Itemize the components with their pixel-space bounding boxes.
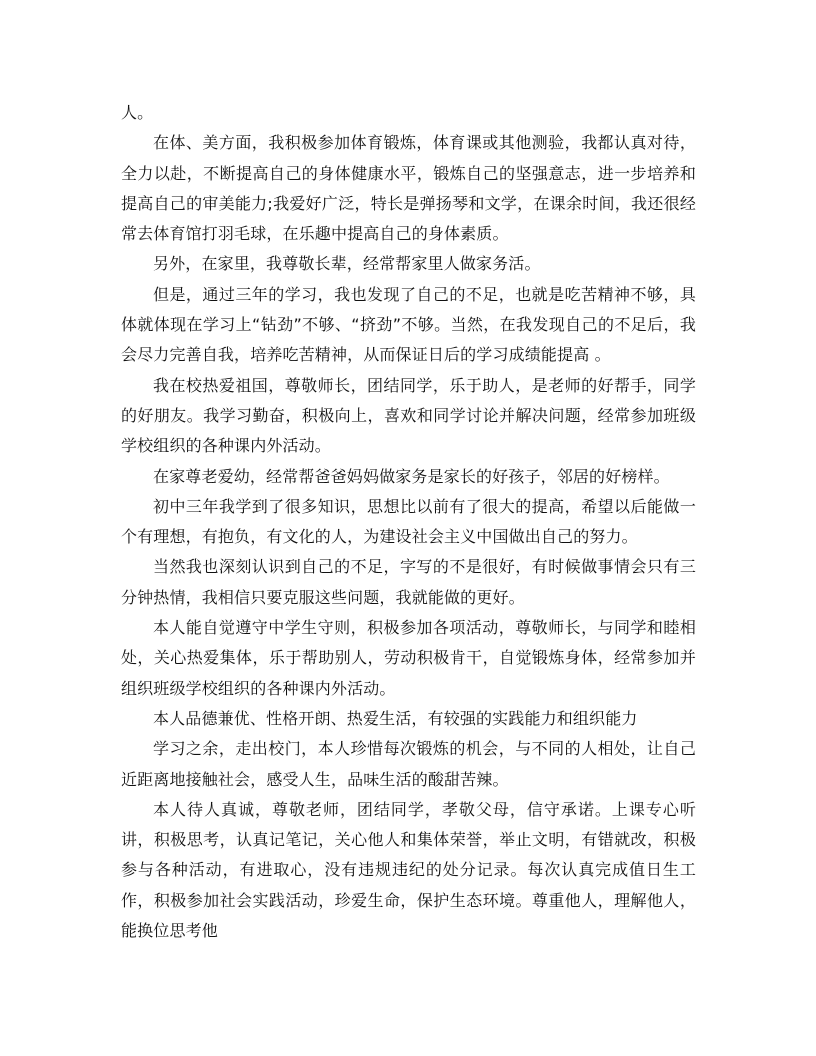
document-body <box>121 98 696 946</box>
paragraph: 本人待人真诚，尊敬老师，团结同学，孝敬父母，信守承诺。上课专心听讲，积极思考，认真记笔记，关心他人和集体荣誉，举止文明，有错就改，积极参与各种活动，有进取心，没有违规违纪的处分记录。每次认真完成值日生工作，积极参加社会实践活动，珍爱生命，保护生态环境。尊重他人，理解他人，能换位思考他 <box>121 799 696 941</box>
paragraph-continuation: 人。 <box>121 103 154 122</box>
paragraph: 在家尊老爱幼，经常帮爸爸妈妈做家务是家长的好孩子，邻居的好榜样。 <box>153 466 670 486</box>
paragraph: 当然我也深刻认识到自己的不足，字写的不是很好，有时候做事情会只有三分钟热情，我相信只要克服这些问题，我就能做的更好。 <box>121 557 696 607</box>
paragraph: 本人能自觉遵守中学生守则，积极参加各项活动，尊敬师长，与同学和睦相处，关心热爱集体，乐于帮助别人，劳动积极肯干，自觉锻炼身体，经常参加并组织班级学校组织的各种课内外活动。 <box>121 618 696 698</box>
paragraph: 初中三年我学到了很多知识，思想比以前有了很大的提高，希望以后能做一个有理想，有抱负，有文化的人，为建设社会主义中国做出自己的努力。 <box>121 496 696 547</box>
paragraph: 另外，在家里，我尊敬长辈，经常帮家里人做家务活。 <box>153 254 541 274</box>
paragraph: 我在校热爱祖国，尊敬师长，团结同学，乐于助人，是老师的好帮手，同学的好朋友。我学习勤奋，积极向上，喜欢和同学讨论并解决问题，经常参加班级学校组织的各种课内外活动。 <box>121 375 696 456</box>
paragraph: 但是，通过三年的学习，我也发现了自己的不足，也就是吃苦精神不够，具体就体现在学习上“钻劲”不够、“挤劲”不够。当然，在我发现自己的不足后，我会尽力完善自我，培养吃苦精神，从而保证日后的学习成绩能提高 。 <box>121 284 696 365</box>
paragraph: 在体、美方面，我积极参加体育锻炼，体育课或其他测验，我都认真对待，全力以赴，不断提高自己的身体健康水平，锻炼自己的坚强意志，进一步培养和提高自己的审美能力;我爱好广泛，特长是弹扬琴和文学，在课余时间，我还很经常去体育馆打羽毛球，在乐趣中提高自己的身体素质。 <box>121 133 696 244</box>
paragraph: 学习之余，走出校门，本人珍惜每次锻炼的机会，与不同的人相处，让自己近距离地接触社会，感受人生，品味生活的酸甜苦辣。 <box>121 739 696 789</box>
paragraph: 本人品德兼优、性格开朗、热爱生活，有较强的实践能力和组织能力 <box>153 708 638 728</box>
